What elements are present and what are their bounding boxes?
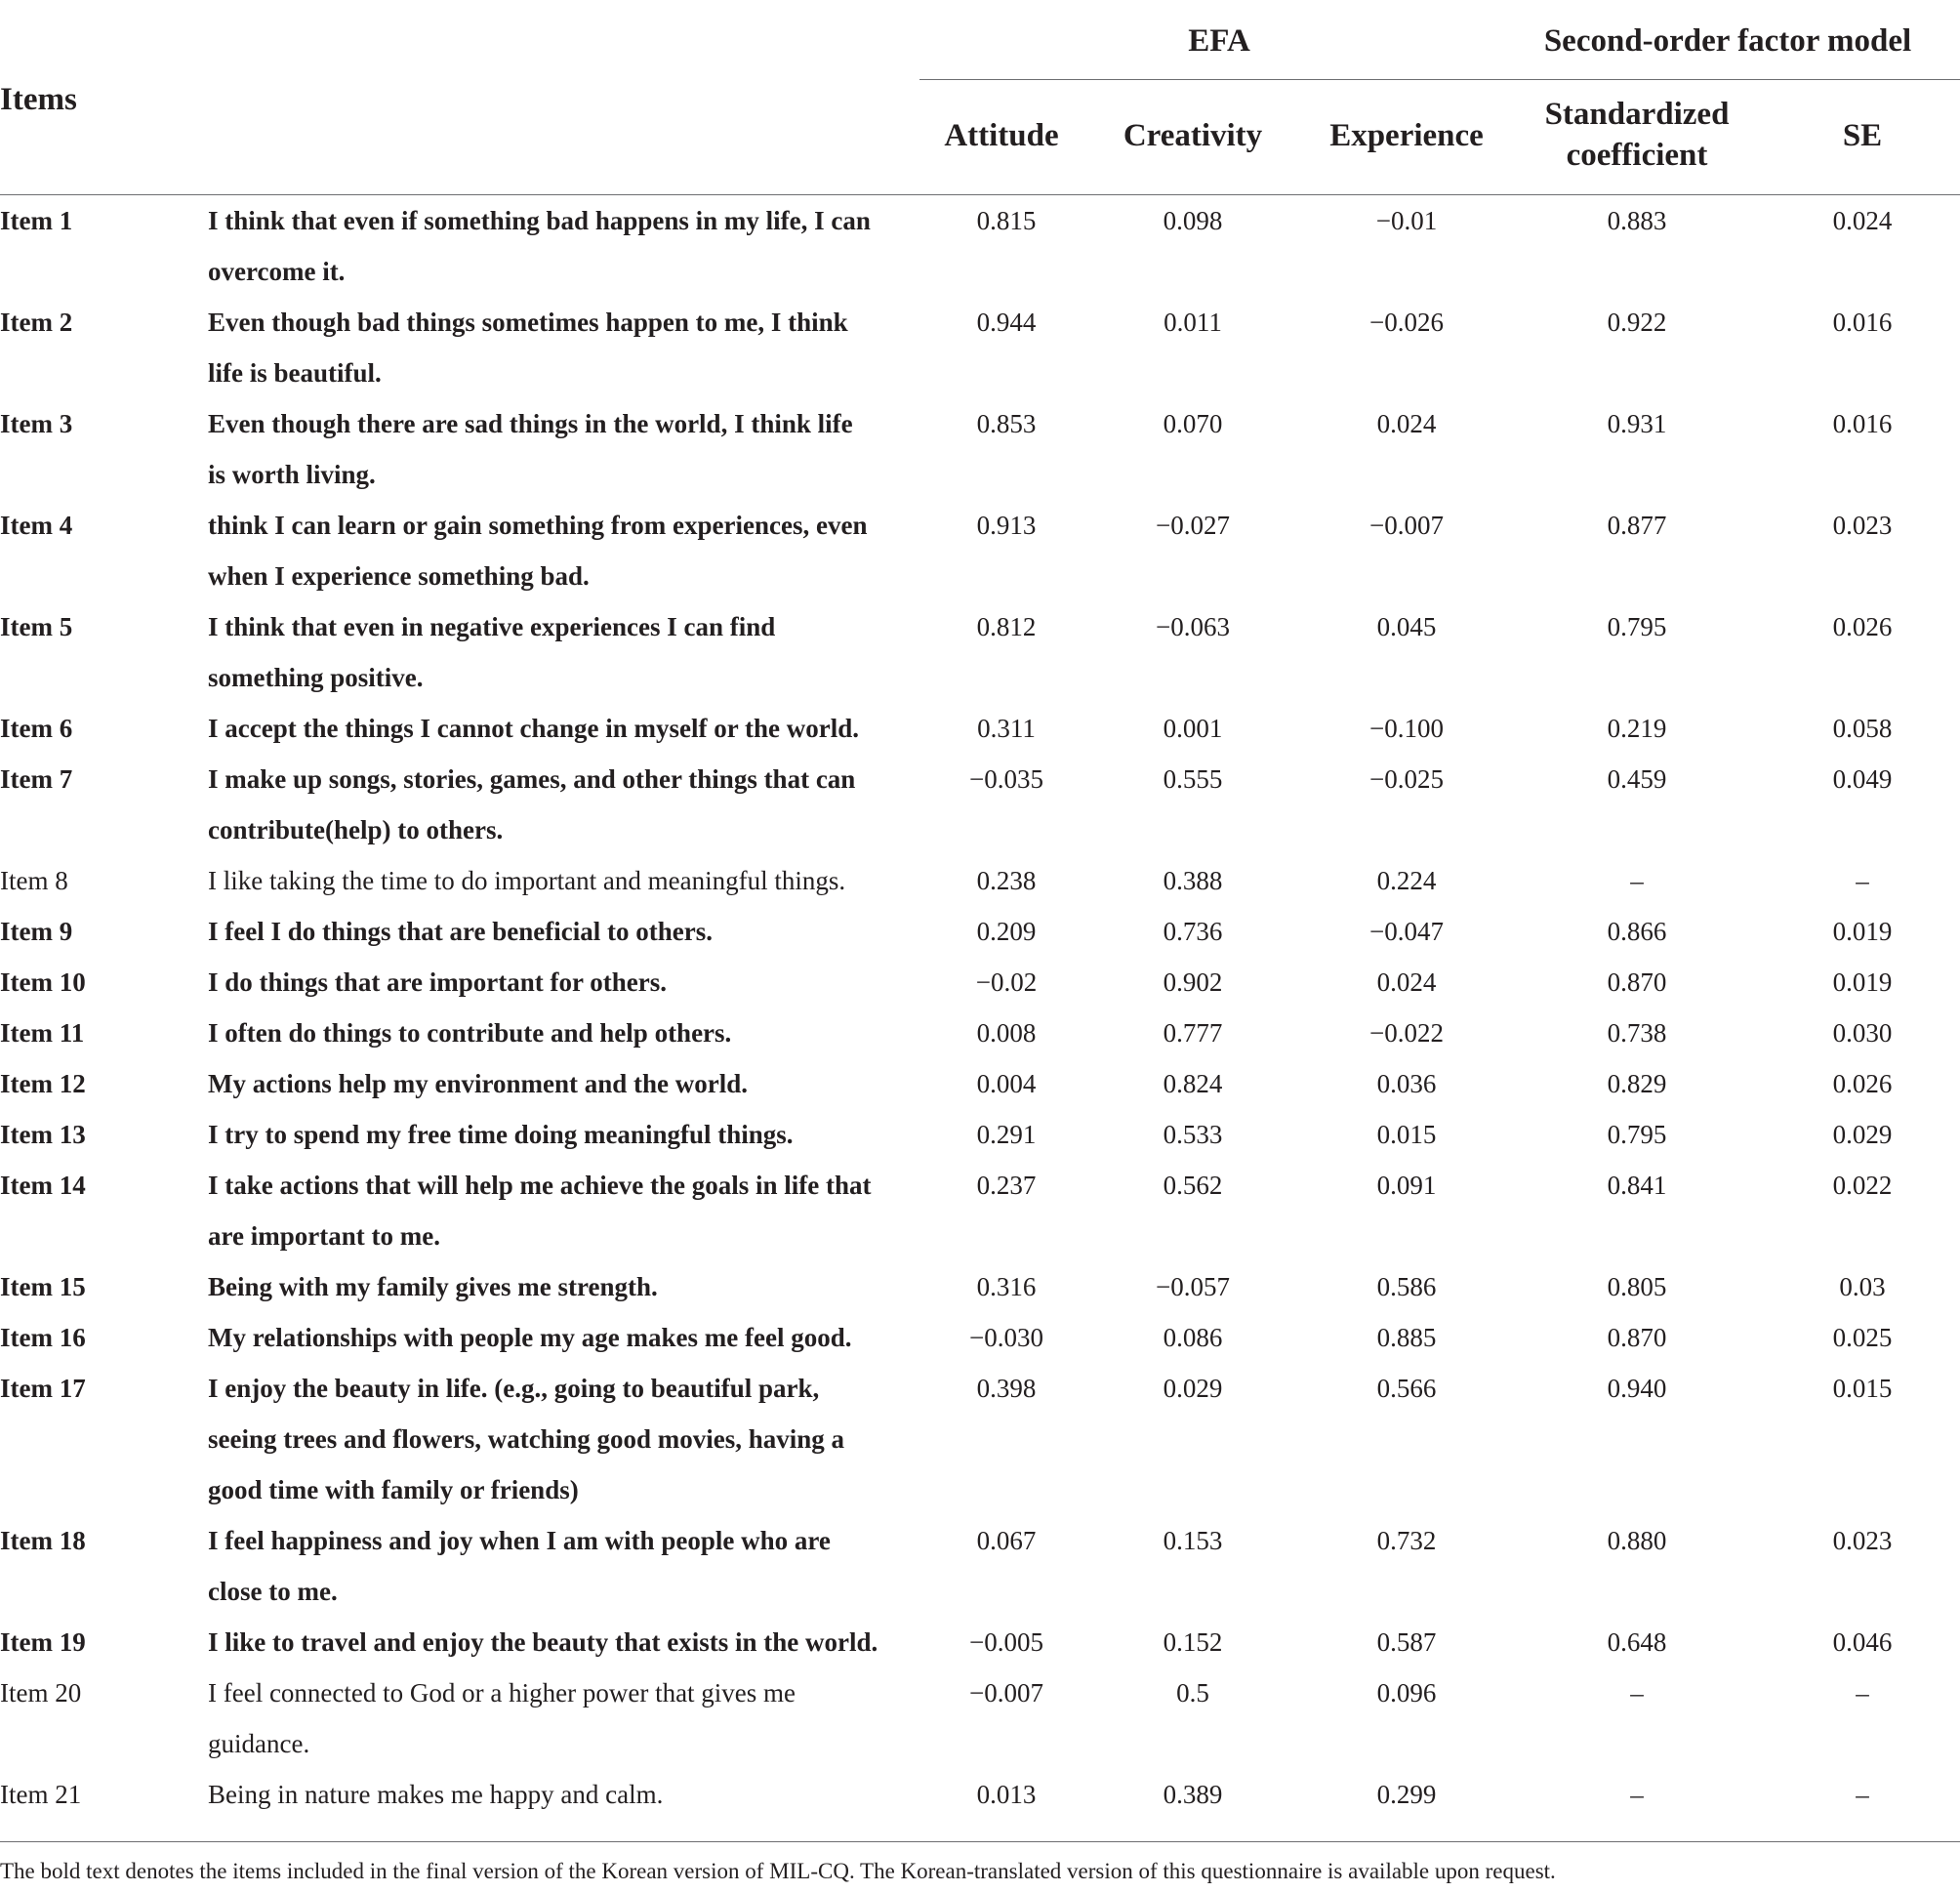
row-creativity-value: 0.562: [1163, 1171, 1223, 1200]
row-experience-value: 0.015: [1376, 1120, 1437, 1149]
row-experience-value: −0.007: [1369, 511, 1444, 540]
row-coef-value: 0.829: [1607, 1069, 1667, 1098]
header-second-order-factor-model: Second-order factor model: [1543, 23, 1912, 59]
row-creativity-value: 0.029: [1163, 1374, 1223, 1403]
row-creativity-value: 0.086: [1163, 1323, 1223, 1352]
row-item-text: I enjoy the beauty in life. (e.g., going to beautiful park,: [208, 1374, 820, 1403]
row-se-value: 0.030: [1832, 1018, 1893, 1048]
row-coef-value: 0.922: [1607, 308, 1667, 337]
row-item-text: I often do things to contribute and help others.: [208, 1018, 732, 1048]
row-attitude-value: 0.311: [977, 714, 1036, 743]
row-attitude-value: 0.398: [976, 1374, 1037, 1403]
row-creativity-value: 0.389: [1163, 1780, 1223, 1809]
row-se-value: 0.026: [1832, 612, 1893, 641]
row-attitude-value: 0.209: [976, 917, 1037, 946]
row-se-value: 0.025: [1832, 1323, 1893, 1352]
row-item-label: Item 13: [0, 1120, 86, 1149]
row-creativity-value: 0.5: [1176, 1678, 1209, 1708]
row-coef-value: 0.648: [1607, 1627, 1667, 1657]
row-item-text: close to me.: [208, 1577, 338, 1606]
row-creativity-value: 0.152: [1163, 1627, 1223, 1657]
row-item-label: Item 20: [0, 1678, 82, 1708]
header-standardized-coefficient-line2: coefficient: [1566, 138, 1708, 173]
row-item-text: I take actions that will help me achieve the goals in life that: [208, 1171, 872, 1200]
table-bottom-rule: [0, 1841, 1960, 1842]
row-se-value: –: [1856, 1780, 1869, 1809]
row-item-label: Item 12: [0, 1069, 86, 1098]
row-se-value: 0.058: [1832, 714, 1893, 743]
row-se-value: –: [1856, 866, 1869, 895]
row-item-label: Item 8: [0, 866, 68, 895]
row-item-text: when I experience something bad.: [208, 561, 590, 591]
row-creativity-value: −0.057: [1156, 1272, 1230, 1301]
row-item-text: I like taking the time to do important and meaningful things.: [208, 866, 846, 895]
row-item-label: Item 2: [0, 308, 73, 337]
row-item-label: Item 5: [0, 612, 73, 641]
row-se-value: 0.046: [1832, 1627, 1893, 1657]
row-coef-value: 0.877: [1607, 511, 1667, 540]
row-item-text: think I can learn or gain something from experiences, even: [208, 511, 868, 540]
header-standardized-coefficient-line1: Standardized: [1544, 97, 1730, 132]
row-item-text: I feel connected to God or a higher power that gives me: [208, 1678, 796, 1708]
row-creativity-value: 0.011: [1164, 308, 1222, 337]
row-item-label: Item 15: [0, 1272, 86, 1301]
row-experience-value: −0.022: [1369, 1018, 1444, 1048]
row-experience-value: −0.025: [1369, 764, 1444, 794]
row-item-text: overcome it.: [208, 257, 346, 286]
row-attitude-value: 0.004: [976, 1069, 1037, 1098]
row-attitude-value: −0.005: [969, 1627, 1043, 1657]
row-item-label: Item 18: [0, 1526, 86, 1555]
row-experience-value: 0.036: [1376, 1069, 1437, 1098]
row-experience-value: 0.091: [1376, 1171, 1437, 1200]
header-experience: Experience: [1329, 118, 1484, 153]
row-item-text: I accept the things I cannot change in myself or the world.: [208, 714, 859, 743]
row-creativity-value: 0.555: [1163, 764, 1223, 794]
row-item-text: My relationships with people my age makes me feel good.: [208, 1323, 852, 1352]
row-se-value: 0.023: [1832, 511, 1893, 540]
row-item-label: Item 17: [0, 1374, 86, 1403]
row-creativity-value: 0.388: [1163, 866, 1223, 895]
header-items: Items: [0, 82, 77, 117]
row-se-value: 0.019: [1832, 967, 1893, 997]
row-item-label: Item 7: [0, 764, 73, 794]
row-coef-value: –: [1630, 1678, 1644, 1708]
row-se-value: 0.03: [1839, 1272, 1886, 1301]
row-item-text: seeing trees and flowers, watching good movies, having a: [208, 1424, 844, 1454]
row-item-text: is worth living.: [208, 460, 376, 489]
header-creativity: Creativity: [1123, 118, 1263, 153]
header-bottom-rule: [0, 194, 1960, 195]
header-se: SE: [1842, 118, 1883, 153]
row-experience-value: 0.224: [1376, 866, 1437, 895]
row-experience-value: −0.100: [1369, 714, 1444, 743]
row-coef-value: 0.219: [1607, 714, 1667, 743]
row-creativity-value: −0.063: [1156, 612, 1230, 641]
row-se-value: 0.023: [1832, 1526, 1893, 1555]
row-attitude-value: −0.007: [969, 1678, 1043, 1708]
row-experience-value: 0.024: [1376, 409, 1437, 438]
row-item-text: Being in nature makes me happy and calm.: [208, 1780, 664, 1809]
table-footnote: The bold text denotes the items included in the final version of the Korean version of MIL-CQ. The Korean-translated version of this questionnaire is available upon request.: [0, 1859, 1556, 1883]
row-experience-value: 0.566: [1376, 1374, 1437, 1403]
row-attitude-value: 0.815: [976, 206, 1037, 235]
row-item-text: I feel I do things that are beneficial to others.: [208, 917, 713, 946]
row-coef-value: 0.940: [1607, 1374, 1667, 1403]
row-coef-value: 0.931: [1607, 409, 1667, 438]
row-coef-value: 0.459: [1607, 764, 1667, 794]
row-creativity-value: 0.902: [1163, 967, 1223, 997]
row-item-label: Item 10: [0, 967, 86, 997]
row-se-value: 0.016: [1832, 308, 1893, 337]
row-item-text: I do things that are important for others.: [208, 967, 667, 997]
row-item-label: Item 9: [0, 917, 73, 946]
row-attitude-value: 0.008: [976, 1018, 1037, 1048]
row-coef-value: 0.870: [1607, 967, 1667, 997]
row-item-text: guidance.: [208, 1729, 310, 1758]
row-item-text: Being with my family gives me strength.: [208, 1272, 658, 1301]
row-item-label: Item 14: [0, 1171, 86, 1200]
row-coef-value: 0.866: [1607, 917, 1667, 946]
row-se-value: 0.019: [1832, 917, 1893, 946]
row-item-label: Item 6: [0, 714, 73, 743]
row-se-value: 0.024: [1832, 206, 1893, 235]
row-item-text: Even though there are sad things in the world, I think life: [208, 409, 853, 438]
row-experience-value: 0.587: [1376, 1627, 1437, 1657]
row-experience-value: 0.096: [1376, 1678, 1437, 1708]
row-item-text: I like to travel and enjoy the beauty that exists in the world.: [208, 1627, 878, 1657]
row-se-value: 0.016: [1832, 409, 1893, 438]
row-creativity-value: 0.153: [1163, 1526, 1223, 1555]
row-attitude-value: 0.291: [976, 1120, 1037, 1149]
row-item-label: Item 16: [0, 1323, 86, 1352]
row-attitude-value: −0.035: [969, 764, 1043, 794]
row-creativity-value: −0.027: [1156, 511, 1230, 540]
row-item-text: Even though bad things sometimes happen to me, I think: [208, 308, 848, 337]
row-experience-value: 0.045: [1376, 612, 1437, 641]
row-item-label: Item 3: [0, 409, 73, 438]
row-creativity-value: 0.824: [1163, 1069, 1223, 1098]
row-se-value: 0.049: [1832, 764, 1893, 794]
row-se-value: –: [1856, 1678, 1869, 1708]
row-experience-value: 0.586: [1376, 1272, 1437, 1301]
row-coef-value: –: [1630, 866, 1644, 895]
row-item-text: My actions help my environment and the world.: [208, 1069, 749, 1098]
row-item-label: Item 21: [0, 1780, 82, 1809]
row-attitude-value: 0.812: [976, 612, 1037, 641]
row-experience-value: −0.01: [1375, 206, 1438, 235]
row-attitude-value: 0.316: [976, 1272, 1037, 1301]
row-experience-value: 0.885: [1376, 1323, 1437, 1352]
row-item-label: Item 4: [0, 511, 73, 540]
header-attitude: Attitude: [944, 118, 1059, 153]
row-experience-value: 0.299: [1376, 1780, 1437, 1809]
row-item-text: I try to spend my free time doing meaningful things.: [208, 1120, 794, 1149]
row-attitude-value: 0.238: [976, 866, 1037, 895]
row-item-text: I feel happiness and joy when I am with people who are: [208, 1526, 831, 1555]
row-creativity-value: 0.533: [1163, 1120, 1223, 1149]
row-se-value: 0.022: [1832, 1171, 1893, 1200]
row-coef-value: 0.841: [1607, 1171, 1667, 1200]
row-item-text: I think that even in negative experiences I can find: [208, 612, 776, 641]
row-experience-value: 0.732: [1376, 1526, 1437, 1555]
row-item-label: Item 1: [0, 206, 73, 235]
row-attitude-value: 0.853: [976, 409, 1037, 438]
row-item-text: good time with family or friends): [208, 1475, 579, 1504]
row-item-text: I think that even if something bad happens in my life, I can: [208, 206, 871, 235]
row-coef-value: 0.883: [1607, 206, 1667, 235]
row-attitude-value: −0.030: [969, 1323, 1043, 1352]
row-item-text: are important to me.: [208, 1221, 440, 1251]
row-coef-value: 0.795: [1607, 612, 1667, 641]
row-experience-value: −0.026: [1369, 308, 1444, 337]
header-group-rule: [919, 79, 1960, 80]
row-attitude-value: 0.237: [976, 1171, 1037, 1200]
row-creativity-value: 0.777: [1163, 1018, 1223, 1048]
row-creativity-value: 0.070: [1163, 409, 1223, 438]
row-se-value: 0.026: [1832, 1069, 1893, 1098]
row-item-text: life is beautiful.: [208, 358, 382, 388]
row-attitude-value: 0.913: [976, 511, 1037, 540]
row-coef-value: 0.805: [1607, 1272, 1667, 1301]
row-attitude-value: 0.944: [976, 308, 1037, 337]
row-coef-value: 0.738: [1607, 1018, 1667, 1048]
row-se-value: 0.029: [1832, 1120, 1893, 1149]
row-attitude-value: −0.02: [975, 967, 1038, 997]
row-item-label: Item 19: [0, 1627, 86, 1657]
row-experience-value: 0.024: [1376, 967, 1437, 997]
header-efa: EFA: [1188, 23, 1250, 59]
row-attitude-value: 0.013: [976, 1780, 1037, 1809]
row-item-text: I make up songs, stories, games, and other things that can: [208, 764, 856, 794]
row-coef-value: 0.880: [1607, 1526, 1667, 1555]
row-creativity-value: 0.736: [1163, 917, 1223, 946]
row-item-text: contribute(help) to others.: [208, 815, 504, 844]
row-coef-value: 0.870: [1607, 1323, 1667, 1352]
row-coef-value: –: [1630, 1780, 1644, 1809]
row-item-text: something positive.: [208, 663, 424, 692]
row-attitude-value: 0.067: [976, 1526, 1037, 1555]
row-item-label: Item 11: [0, 1018, 85, 1048]
row-se-value: 0.015: [1832, 1374, 1893, 1403]
row-coef-value: 0.795: [1607, 1120, 1667, 1149]
row-experience-value: −0.047: [1369, 917, 1444, 946]
row-creativity-value: 0.098: [1163, 206, 1223, 235]
row-creativity-value: 0.001: [1163, 714, 1223, 743]
